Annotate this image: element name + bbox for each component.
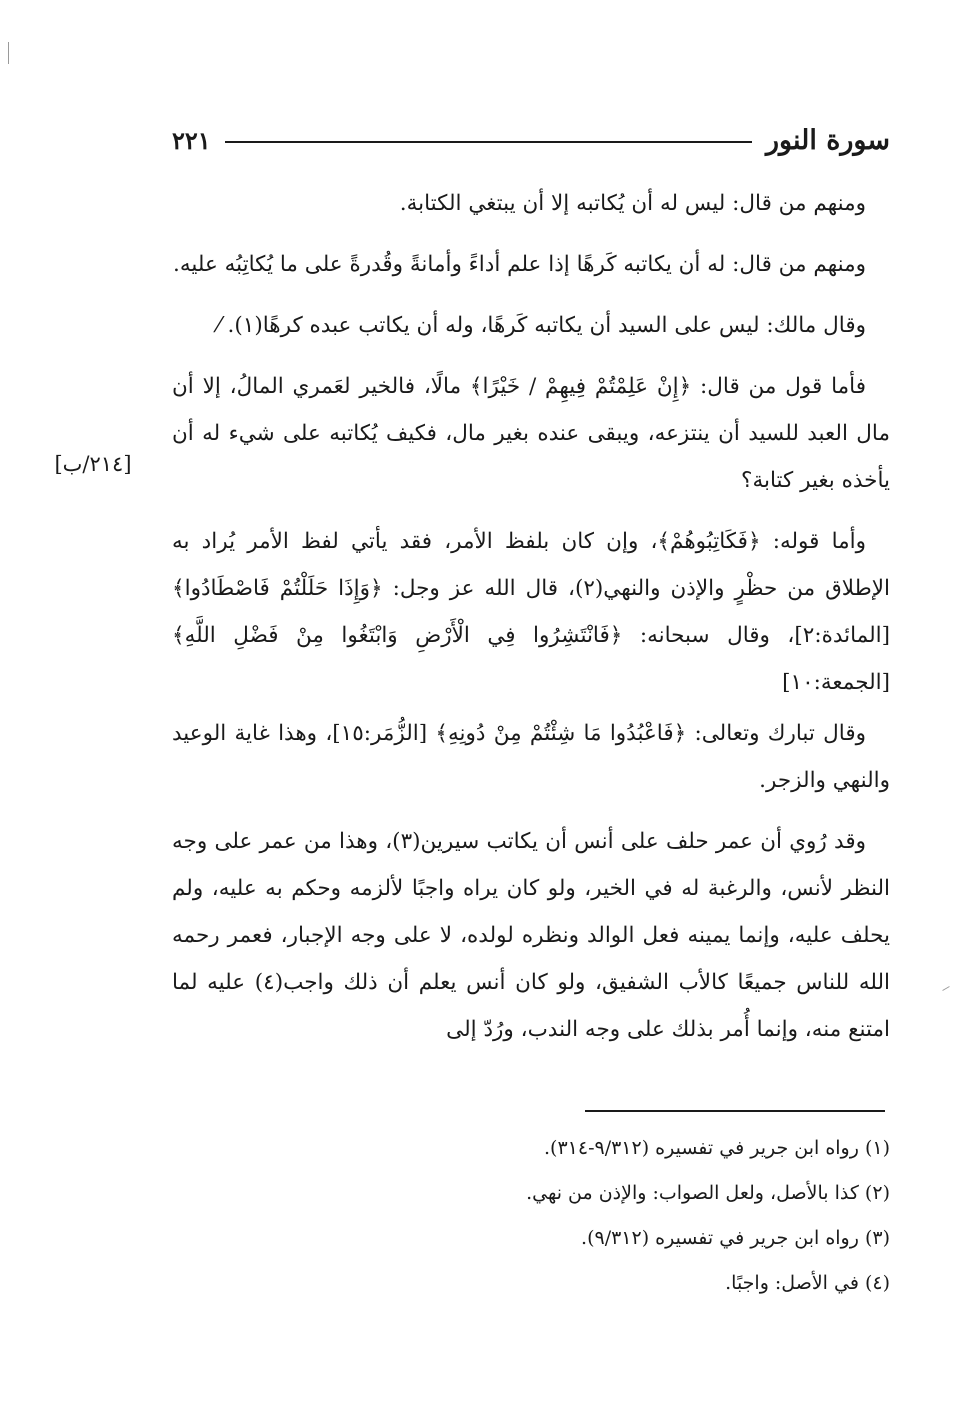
paragraph-5: وأما قوله: ﴿فَكَاتِبُوهُمْ﴾، وإن كان بلفظ الأمر، فقد يأتي لفظ الأمر يُراد به الإطلاق من حظْرٍ والإذن والنهي(٢)، قال الله عز وجل: ﴿وَإِذَا حَلَلْتُمْ فَاصْطَادُوا﴾ [المائدة:٢]، وقال سبحانه: ﴿فَانْتَشِرُوا فِي الْأَرْضِ وَابْتَغُوا مِنْ فَضْلِ اللَّهِ﴾ [الجمعة:١٠]	[172, 529, 890, 695]
paragraph-1: ومنهم من قال: ليس له أن يُكاتبه إلا أن يبتغي الكتابة.	[399, 191, 866, 216]
manuscript-folio-reference: [٢١٤/ب]	[54, 452, 132, 476]
main-text	[172, 180, 890, 1067]
footnotes	[172, 1126, 890, 1306]
surah-title: سورة النور	[765, 124, 890, 156]
footnote-1: (١) رواه ابن جرير في تفسيره (٩/٣١٢-٣١٤).	[544, 1137, 890, 1159]
footnote-separator	[585, 1110, 885, 1112]
running-header	[172, 120, 890, 160]
scan-edge-mark	[8, 42, 9, 64]
page-number: ٢٢١	[172, 125, 211, 155]
footnote-3: (٣) رواه ابن جرير في تفسيره (٩/٣١٢).	[581, 1227, 890, 1249]
paragraph-2: ومنهم من قال: له أن يكاتبه كَرهًا إذا علم أداءً وأمانةً وقُدرةً على ما يُكاتِبُه عليه.	[173, 252, 866, 277]
header-rule	[225, 141, 752, 143]
paragraph-3: وقال مالك: ليس على السيد أن يكاتبه كَرهًا، وله أن يكاتب عبده كرهًا(١). ⁄	[217, 313, 866, 338]
paragraph-6: وقال تبارك وتعالى: ﴿فَاعْبُدُوا مَا شِئْتُمْ مِنْ دُونِهِ﴾ [الزُّمَر:١٥]، وهذا غاية الوعيد والنهي والزجر.	[172, 721, 890, 793]
scan-margin-mark	[942, 986, 949, 991]
footnote-4: (٤) في الأصل: واجبًا.	[725, 1272, 890, 1294]
paragraph-7: وقد رُوي أن عمر حلف على أنس أن يكاتب سيرين(٣)، وهذا من عمر على وجه النظر لأنس، والرغبة له في الخير، ولو كان يراه واجبًا لألزمه وحكم به عليه، ولم يحلف عليه، وإنما يمينه فعل الوالد ونظره لولده، لا على وجه الإجبار، فعمر رحمه الله للناس جميعًا كالأب الشفيق، ولو كان أنس يعلم أن ذلك واجب(٤) عليه لما امتنع منه، وإنما أُمر بذلك على وجه الندب، ورُدّ إلى	[172, 829, 890, 1042]
paragraph-4: فأما قول من قال: ﴿إِنْ عَلِمْتُمْ فِيهِمْ / خَيْرًا﴾ مالًا، فالخير لعَمري المالُ، إلا أن مال العبد للسيد أن ينتزعه، ويبقى عنده بغير مال، فكيف يُكاتبه على شيء له أن يأخذه بغير كتابة؟	[172, 374, 890, 493]
footnote-2: (٢) كذا بالأصل، ولعل الصواب: والإذن من نهي.	[526, 1182, 890, 1204]
